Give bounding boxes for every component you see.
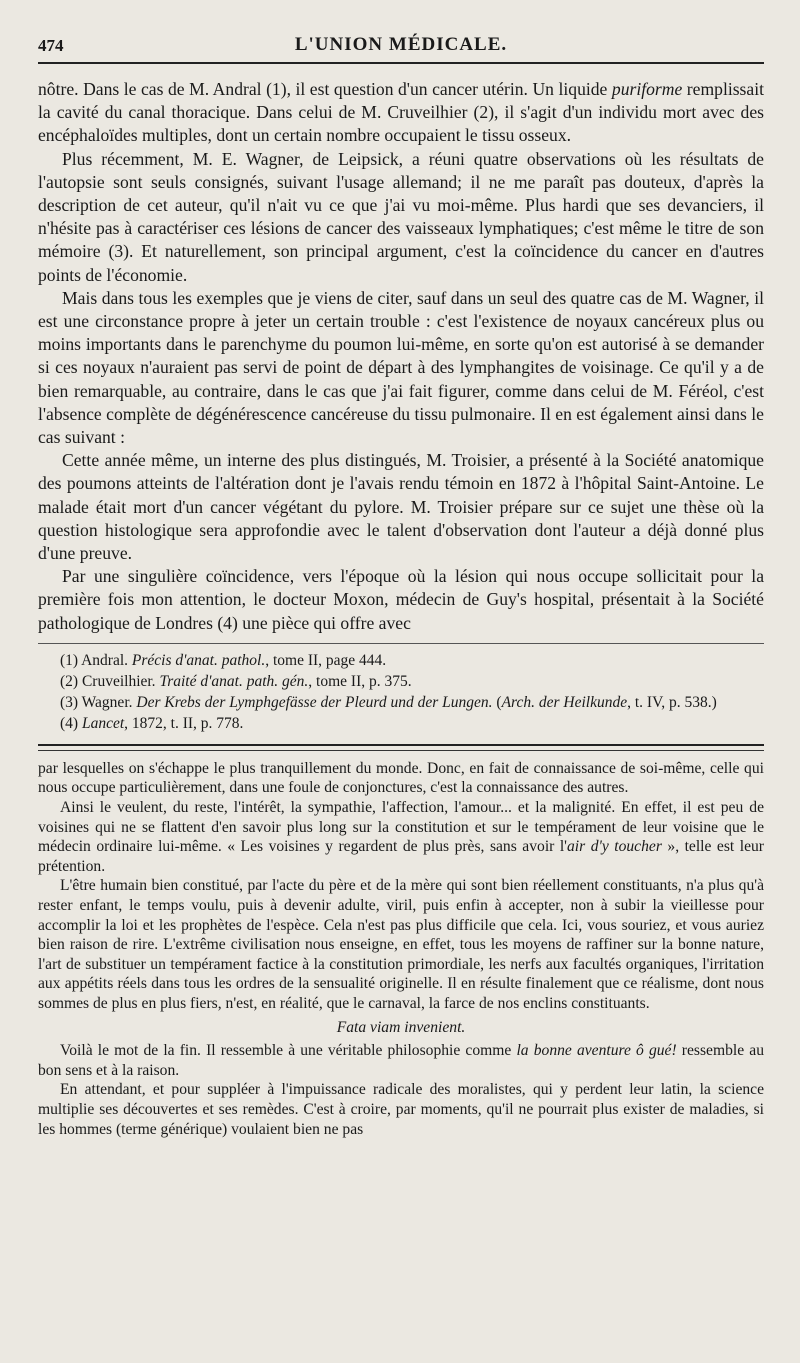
footnotes	[38, 643, 764, 734]
page-header	[38, 30, 764, 64]
footnote	[38, 713, 764, 734]
page-number: 474	[38, 36, 64, 55]
article-paragraph: Plus récemment, M. E. Wagner, de Leipsick, a réuni quatre observations où les résultats de l'autopsie sont seuls consignés, suivant l'usage allemand; il ne me paraît pas douteux, d'après la description de cet auteur, qu'il n'ait vu ce que j'ai vu moi-même. Plus hardi que ses devanciers, il n'hésite pas à caractériser ces lésions de cancer des vaisseaux lymphatiques; c'est même le titre de son mémoire (3). Et naturellement, son principal argument, c'est la coïncidence du cancer en d'autres points de l'économie.	[38, 148, 764, 285]
footnote-title: Der Krebs der Lymphgefässe der Pleurd und der Lungen.	[136, 693, 493, 711]
feuilleton-paragraph	[38, 1041, 764, 1080]
footnote-ref: (4)	[60, 714, 82, 732]
text-run: », telle est leur prétention.	[38, 838, 764, 875]
footnote	[38, 650, 764, 671]
footnote	[38, 671, 764, 692]
feuilleton-paragraph: L'être humain bien constitué, par l'acte du père et de la mère qui sont bien réellement constituants, n'a plus qu'à rester enfant, le temps voulu, puis à devenir adulte, viril, puis enfin à accepter, non à subir la vieillesse pour accomplir la loi et les prophètes de l'espèce. Cela n'est pas plus difficile que cela. Ici, vous souriez, et vous auriez bien raison de rire. L'extrême civilisation nous enseigne, en effet, tous les moyens de raffiner sur la bonne nature, l'art de substituer un tempérament factice à la constitution primordiale, les nerfs aux facultés organiques, l'irritation aux appétits réels dans tous les ordres de la sensualité originelle. Il en résulte finalement que ce réalisme, dont nous sommes de plus en plus fiers, n'est, en réalité, que le carnaval, la farce de nos enclins constituants.	[38, 877, 764, 1012]
footnote-ref: (1) Andral.	[60, 651, 132, 669]
footnote-ref: (2) Cruveilhier.	[60, 672, 160, 690]
italic-term: puriforme	[611, 79, 683, 99]
footnote-title: Arch. der Heilkunde	[501, 693, 628, 711]
text-run: Voilà le mot de la fin. Il ressemble à une véritable philosophie comme	[60, 1042, 517, 1060]
article-paragraph: Mais dans tous les exemples que je viens de citer, sauf dans un seul des quatre cas de M. Wagner, il est une circonstance propre à jeter un certain trouble : c'est l'existence de noyaux cancéreux plus ou moins importants dans le parenchyme du poumon lui-même, en sorte qu'on est autorisé à se demander si ces noyaux n'auraient pas servi de point de départ à des lymphangites de voisinage. Ce qu'il y a de bien remarquable, au contraire, dans le cas que j'ai fait figurer, comme dans celui de M. Féréol, c'est l'absence complète de dégénérescence cancéreuse du tissu pulmonaire. Il en est également ainsi dans le cas suivant :	[38, 287, 764, 448]
text-run: Ainsi le veulent, du reste, l'intérêt, la sympathie, l'affection, l'amour... et la malignité. En effet, il est peu de voisines qui ne se flattent d'en savoir plus long sur la constitution et sur le tempérament de leur voisine que le médecin ordinaire lui-même. « Les voisines y regardent de plus près, sans avoir l'	[38, 799, 764, 856]
italic-phrase: la bonne aventure ô gué!	[516, 1042, 677, 1060]
article-paragraph: Cette année même, un interne des plus distingués, M. Troisier, a présenté à la Société anatomique des poumons atteints de l'altération dont je l'avais rendu témoin en 1872 à l'hôpital Saint-Antoine. Le malade était mort d'un cancer végétant du pylore. M. Troisier prépare sur ce sujet une thèse où la question histologique sera approfondie avec le talent d'observation dont l'auteur a déjà donné plus d'une preuve.	[38, 450, 764, 564]
footnote-detail: , 1872, t. II, p. 778.	[124, 714, 244, 732]
text-run: nôtre. Dans le cas de M. Andral (1), il est question d'un cancer utérin. Un liquide	[38, 79, 612, 99]
italic-phrase: air d'y toucher	[567, 838, 662, 856]
article-paragraph: Par une singulière coïncidence, vers l'époque où la lésion qui nous occupe sollicitait pour la première fois mon attention, le docteur Moxon, médecin de Guy's hospital, présentait à la Société pathologique de Londres (4) une pièce qui offre avec	[38, 566, 764, 633]
motto: Fata viam invenient.	[336, 1018, 466, 1036]
footnote-title: Traité d'anat. path. gén.	[159, 672, 309, 690]
journal-title: L'UNION MÉDICALE.	[294, 34, 508, 55]
feuilleton-paragraph: En attendant, et pour suppléer à l'impuissance radicale des moralistes, qui y perdent leur latin, la science multiplie ses découvertes et ses remèdes. C'est à croire, par moments, qu'il ne pourrait plus exister de maladies, si les hommes (terme générique) voulaient bien ne pas	[38, 1081, 764, 1138]
text-run: ressemble au bon sens et à la raison.	[38, 1042, 765, 1079]
feuilleton-separator	[38, 744, 764, 751]
footnote-detail: , tome II, page 444.	[265, 651, 387, 669]
feuilleton-paragraph	[38, 798, 764, 876]
footnote-title: Lancet	[81, 714, 125, 732]
footnote-ref: (3) Wagner.	[60, 693, 137, 711]
feuilleton	[38, 759, 764, 1139]
main-article	[38, 78, 764, 635]
feuilleton-paragraph: par lesquelles on s'échappe le plus tranquillement du monde. Donc, en fait de connaissance de soi-même, celle qui nous occupe particulièrement, dans une foule de conjonctures, c'est la connaissance des autres.	[38, 759, 764, 797]
footnote-detail: , t. IV, p. 538.)	[627, 693, 717, 711]
article-paragraph	[38, 78, 764, 148]
footnote-detail: , tome II, p. 375.	[308, 672, 412, 690]
text-run: remplissait la cavité du canal thoracique. Dans celui de M. Cruveilhier (2), il s'agit d'un individu mort avec des encéphaloïdes multiples, dont un certain nombre occupaient le tissu osseux.	[38, 79, 764, 146]
footnote-title: Précis d'anat. pathol.	[131, 651, 266, 669]
footnote-detail: (	[492, 693, 502, 711]
footnote	[38, 692, 764, 713]
